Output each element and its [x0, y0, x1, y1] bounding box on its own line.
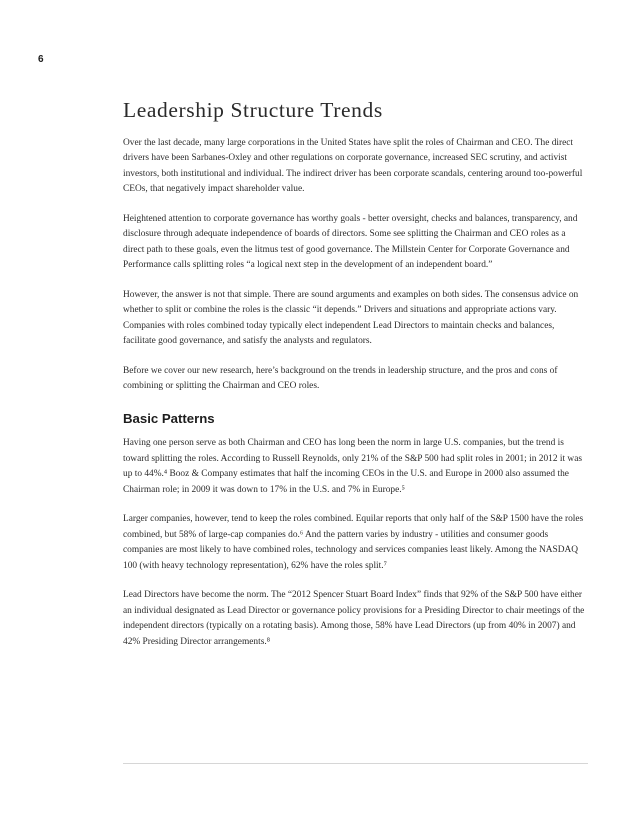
paragraph: Lead Directors have become the norm. The “2012 Spencer Stuart Board Index” finds that 92% of the S&P 500 have either an individual designated as Lead Director or governance policy provisions for a Presiding Director to chair meetings of the independent directors (typically on a rotating basis). Among those, 58% have Lead Directors (up from 40% in 2007) and 42% Presiding Director arrangements.⁸ [123, 590, 585, 647]
document-body [123, 97, 588, 664]
paragraph: Before we cover our new research, here’s background on the trends in leadership structure, and the pros and cons of combining or splitting the Chairman and CEO roles. [123, 365, 558, 392]
paragraph: However, the answer is not that simple. There are sound arguments and examples on both sides. The consensus advice on whether to split or combine the roles is the classic “it depends.” Drivers and situations and appropriate actions vary. Companies with roles combined today typically elect independent Lead Directors to maintain checks and balances, facilitate good governance, and satisfy the analysts and regulators. [123, 289, 579, 347]
subsection-heading: Basic Patterns [123, 410, 215, 426]
section-title: Leadership Structure Trends [123, 98, 383, 122]
page-number: 6 [38, 54, 44, 65]
paragraph: Having one person serve as both Chairman and CEO has long been the norm in large U.S. companies, but the trend is toward splitting the roles. According to Russell Reynolds, only 21% of the S&P 500 had split roles in 2001; in 2012 it was up to 44%.⁴ Booz & Company estimates that half the incoming CEOs in the U.S. and Europe in 2000 also assumed the Chairman role; in 2009 it was down to 17% in the U.S. and 7% in Europe.⁵ [123, 438, 582, 495]
paragraph: Over the last decade, many large corporations in the United States have split the roles of Chairman and CEO. The direct drivers have been Sarbanes-Oxley and other regulations on corporate governance, increased SEC scrutiny, and activist investors, both institutional and individual. The indirect driver has been corporate scandals, centering around too-powerful CEOs, that negatively impact shareholder value. [123, 137, 583, 195]
footer-divider [123, 763, 588, 764]
paragraph: Heightened attention to corporate governance has worthy goals - better oversight, checks and balances, transparency, and disclosure through adequate independence of boards of directors. Some see splitting the Chairman and CEO roles as a direct path to these goals, even the litmus test of good governance. The Millstein Center for Corporate Governance and Performance calls splitting roles “a logical next step in the development of an independent board.” [123, 213, 578, 271]
paragraph: Larger companies, however, tend to keep the roles combined. Equilar reports that only half of the S&P 1500 have the roles combined, but 58% of large-cap companies do.⁶ And the pattern varies by industry - utilities and consumer goods companies are most likely to have combined roles, technology and services companies least likely. Among the NASDAQ 100 (with heavy technology representation), 62% have the roles split.⁷ [123, 514, 584, 571]
